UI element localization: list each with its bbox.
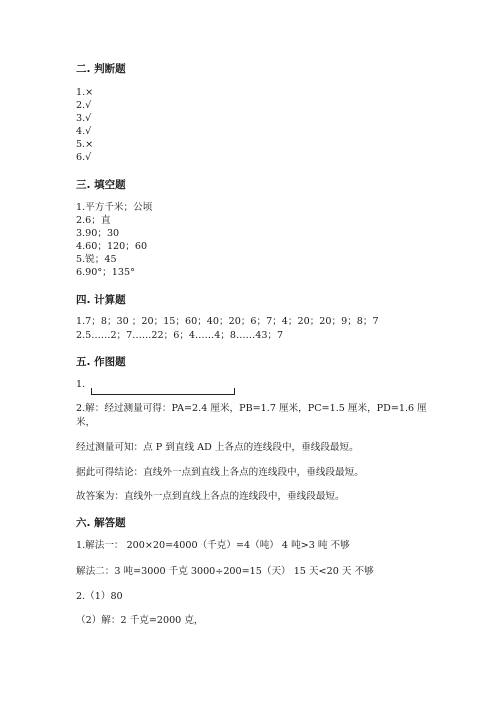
sec5-answer-1-label: 1.: [76, 379, 86, 390]
sec4-answer-2: 2.5……2；7……22；6；4……4；8……43；7: [76, 330, 284, 341]
segment-line: [91, 394, 235, 395]
sec2-answer-2: 2.√: [76, 100, 92, 111]
sec2-answer-6: 6.√: [76, 152, 92, 163]
segment-right-tick: [234, 388, 235, 395]
segment-left-tick: [91, 388, 92, 395]
section-4-title: 四. 计算题: [76, 294, 126, 306]
sec4-answer-1: 1.7；8；30 ；20；15；60；40；20；6；7；4；20；20；9；8；7: [76, 316, 379, 327]
section-3-title: 三. 填空题: [76, 179, 126, 191]
sec5-paragraph-1: 经过测量可知：点 P 到直线 AD 上各点的连线段中，垂线段最短。: [76, 442, 359, 453]
sec2-answer-4: 4.√: [76, 126, 92, 137]
section-2-title: 二. 判断题: [76, 63, 126, 75]
sec3-answer-6: 6.90°；135°: [76, 267, 135, 278]
sec5-paragraph-2: 据此可得结论：直线外一点到直线上各点的连线段中，垂线段最短。: [76, 467, 364, 478]
sec2-answer-5: 5.×: [76, 139, 94, 150]
sec5-answer-2-line-1: 2.解：经过测量可得：PA=2.4 厘米，PB=1.7 厘米，PC=1.5 厘米，PD=1.6 厘: [76, 403, 427, 414]
sec6-line-2: 解法二：3 吨=3000 千克 3000÷200=15（天） 15 天<20 天 不够: [76, 566, 374, 577]
sec3-answer-2: 2.6；直: [76, 215, 111, 226]
sec5-answer-2-line-2: 米，: [76, 417, 96, 428]
sec3-answer-4: 4.60；120；60: [76, 241, 148, 252]
sec5-paragraph-3: 故答案为：直线外一点到直线上各点的连线段中，垂线段最短。: [76, 491, 345, 502]
sec2-answer-3: 3.√: [76, 113, 92, 124]
sec3-answer-5: 5.锐；45: [76, 254, 117, 265]
sec6-line-1: 1.解法一： 200×20=4000（千克）=4（吨） 4 吨>3 吨 不够: [76, 540, 350, 551]
section-6-title: 六. 解答题: [76, 517, 126, 529]
sec6-line-4: （2）解：2 千克=2000 克，: [76, 615, 204, 626]
line-segment-drawing: [91, 388, 235, 395]
sec3-answer-1: 1.平方千米；公顷: [76, 202, 153, 213]
sec6-line-3: 2.（1）80: [76, 591, 123, 602]
sec2-answer-1: 1.×: [76, 87, 94, 98]
sec3-answer-3: 3.90；30: [76, 228, 120, 239]
section-5-title: 五. 作图题: [76, 356, 126, 368]
